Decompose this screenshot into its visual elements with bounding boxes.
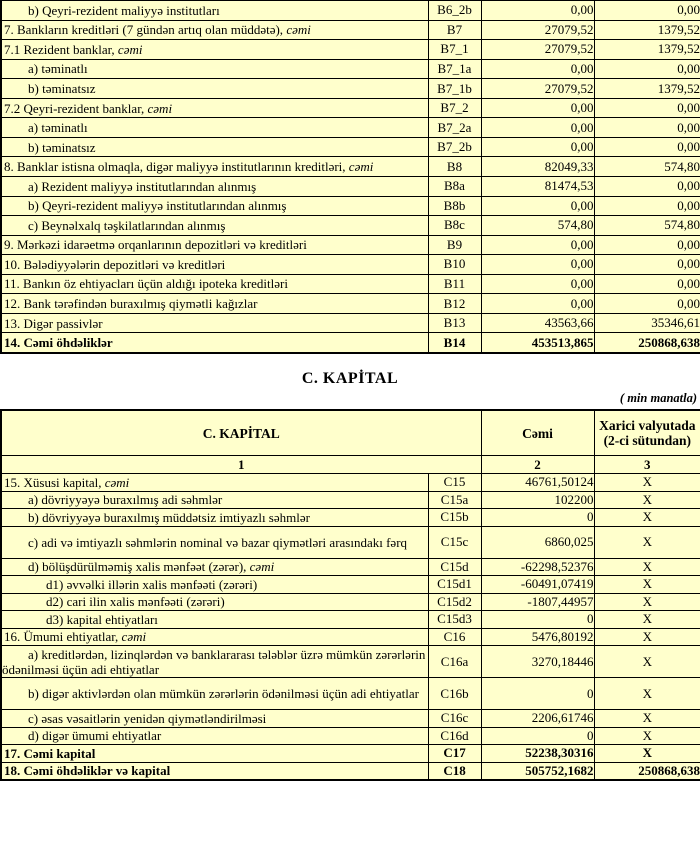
row-B7_2b [1, 137, 700, 157]
row-B8a [1, 176, 700, 196]
unit-note: ( min manatla) [619, 391, 697, 405]
value-cell-total: 52238,30316 [481, 745, 594, 763]
code-cell: B8c [428, 216, 481, 236]
colnum-2: 2 [481, 456, 594, 474]
row-label-text: 11. Bankın öz ehtiyacları üçün aldığı ipoteka kreditləri [4, 276, 288, 292]
label-cell [1, 593, 428, 611]
row-C16b [1, 678, 700, 710]
value-cell-total: 46761,50124 [481, 474, 594, 492]
value-cell-fx: 250868,638 [594, 762, 700, 780]
row-label-text: d2) cari ilin xalis mənfəəti (zərəri) [46, 594, 225, 610]
label-cell [1, 235, 428, 255]
value-cell-total: 574,80 [481, 216, 594, 236]
row-B8 [1, 157, 700, 177]
value-cell-total: 0 [481, 509, 594, 527]
row-label-text: a) Rezident maliyyə institutlarından alınmış [28, 178, 257, 194]
row-B7_1 [1, 40, 700, 60]
value-cell-fx: 0,00 [594, 59, 700, 79]
label-cell [1, 20, 428, 40]
value-cell-total: 0,00 [481, 118, 594, 138]
value-cell-fx: 250868,638 [594, 333, 700, 353]
capital-table [0, 409, 700, 781]
label-cell [1, 509, 428, 527]
label-cell [1, 474, 428, 492]
label-cell [1, 40, 428, 60]
row-B11 [1, 274, 700, 294]
row-label-text: d3) kapital ehtiyatları [46, 611, 158, 627]
row-label-text: 9. Mərkəzi idarəetmə orqanlarının depozitləri və kreditləri [4, 237, 307, 253]
code-cell: C15a [428, 491, 481, 509]
value-cell-total: -60491,07419 [481, 576, 594, 594]
label-cell [1, 558, 428, 576]
label-cell [1, 137, 428, 157]
value-cell-fx: 0,00 [594, 274, 700, 294]
row-label-italic-suffix: cəmi [114, 41, 143, 57]
value-cell-total: 0 [481, 678, 594, 710]
row-label-text: c) Beynəlxalq təşkilatlarından alınmış [28, 217, 226, 233]
liabilities-table [0, 0, 700, 354]
row-label-italic-suffix: cəmi [345, 159, 374, 175]
code-cell: C15 [428, 474, 481, 492]
code-cell: B11 [428, 274, 481, 294]
code-cell: C15d1 [428, 576, 481, 594]
row-C16 [1, 628, 700, 646]
code-cell: B8b [428, 196, 481, 216]
row-C16a [1, 646, 700, 678]
row-label-text: a) dövriyyəyə buraxılmış adi səhmlər [28, 492, 223, 508]
value-cell-fx: X [594, 558, 700, 576]
code-cell: C15c [428, 526, 481, 558]
code-cell: C16c [428, 710, 481, 728]
row-label-text: 7.1 Rezident banklar, [4, 41, 115, 57]
row-B7_1b [1, 79, 700, 99]
value-cell-fx: 1379,52 [594, 79, 700, 99]
value-cell-fx: X [594, 745, 700, 763]
value-cell-total: 5476,80192 [481, 628, 594, 646]
row-C16c [1, 710, 700, 728]
capital-header-title: C. KAPİTAL [1, 410, 481, 456]
value-cell-fx: X [594, 509, 700, 527]
capital-header-row [1, 410, 700, 456]
code-cell: B9 [428, 235, 481, 255]
colnum-3: 3 [594, 456, 700, 474]
value-cell-total: 27079,52 [481, 79, 594, 99]
row-C15b [1, 509, 700, 527]
label-cell [1, 646, 428, 678]
row-B8b [1, 196, 700, 216]
row-label-text: 15. Xüsusi kapital, [4, 474, 102, 490]
row-C16d [1, 727, 700, 745]
row-B6_2b [1, 0, 700, 20]
value-cell-total: 3270,18446 [481, 646, 594, 678]
label-cell [1, 79, 428, 99]
row-label-text: d1) əvvəlki illərin xalis mənfəəti (zərəri) [46, 576, 258, 592]
label-cell [1, 333, 428, 353]
value-cell-fx: 0,00 [594, 196, 700, 216]
row-label-text: d) digər ümumi ehtiyatlar [28, 728, 162, 744]
value-cell-total: 0,00 [481, 137, 594, 157]
row-C15d2 [1, 593, 700, 611]
value-cell-total: 0,00 [481, 274, 594, 294]
label-cell [1, 0, 428, 20]
value-cell-fx: 574,80 [594, 157, 700, 177]
row-label-text: c) adi və imtiyazlı səhmlərin nominal və bazar qiymətləri arasındakı fərq [28, 534, 408, 550]
row-B10 [1, 255, 700, 275]
value-cell-fx: 0,00 [594, 137, 700, 157]
value-cell-fx: X [594, 611, 700, 629]
value-cell-total: -62298,52376 [481, 558, 594, 576]
column-number-row [1, 456, 700, 474]
code-cell: C16b [428, 678, 481, 710]
value-cell-total: 81474,53 [481, 176, 594, 196]
code-cell: B7_2b [428, 137, 481, 157]
value-cell-total: 0,00 [481, 235, 594, 255]
value-cell-total: 505752,1682 [481, 762, 594, 780]
row-label-text: b) təminatsız [28, 81, 96, 97]
section-title: C. KAPİTAL [301, 370, 399, 387]
label-cell [1, 98, 428, 118]
code-cell: C16a [428, 646, 481, 678]
value-cell-fx: X [594, 710, 700, 728]
value-cell-total: 27079,52 [481, 20, 594, 40]
row-label-text: 7. Bankların kreditləri (7 gündən artıq olan müddətə), [4, 22, 284, 38]
row-B7_1a [1, 59, 700, 79]
value-cell-fx: X [594, 727, 700, 745]
value-cell-fx: X [594, 474, 700, 492]
capital-header-total: Cəmi [481, 410, 594, 456]
label-cell [1, 491, 428, 509]
row-B8c [1, 216, 700, 236]
value-cell-fx: 1379,52 [594, 20, 700, 40]
row-B7 [1, 20, 700, 40]
value-cell-fx: X [594, 576, 700, 594]
row-label-italic-suffix: cəmi [283, 22, 311, 38]
value-cell-fx: X [594, 526, 700, 558]
row-label-text: b) Qeyri-rezident maliyyə institutları [28, 2, 220, 18]
value-cell-fx: 0,00 [594, 98, 700, 118]
code-cell: B7_1b [428, 79, 481, 99]
row-label-text: 10. Bələdiyyələrin depozitləri və kreditləri [4, 256, 226, 272]
value-cell-fx: X [594, 646, 700, 678]
row-label-italic-suffix: cəmi [118, 629, 147, 645]
label-cell [1, 611, 428, 629]
code-cell: B8 [428, 157, 481, 177]
code-cell: C15d2 [428, 593, 481, 611]
row-label-text: a) kreditlərdən, lizinqlərdən və banklararası tələblər üzrə mümkün zərərlərin ödənilməsi üçün adi ehtiyatlar [2, 646, 426, 677]
label-cell [1, 216, 428, 236]
label-cell [1, 176, 428, 196]
row-B7_2a [1, 118, 700, 138]
label-cell [1, 59, 428, 79]
value-cell-total: 43563,66 [481, 313, 594, 333]
value-cell-fx: 0,00 [594, 0, 700, 20]
code-cell: C15d3 [428, 611, 481, 629]
label-cell [1, 255, 428, 275]
value-cell-total: 6860,025 [481, 526, 594, 558]
row-label-text: 16. Ümumi ehtiyatlar, [4, 629, 119, 645]
label-cell [1, 762, 428, 780]
value-cell-fx: X [594, 491, 700, 509]
row-C15 [1, 474, 700, 492]
row-label-italic-suffix: cəmi [101, 474, 130, 490]
label-cell [1, 727, 428, 745]
row-C15d1 [1, 576, 700, 594]
row-label-text: 17. Cəmi kapital [4, 745, 96, 761]
value-cell-total: 0,00 [481, 294, 594, 314]
row-label-text: c) əsas vəsaitlərin yenidən qiymətləndirilməsi [28, 710, 267, 726]
value-cell-total: 0,00 [481, 59, 594, 79]
label-cell [1, 118, 428, 138]
row-label-text: 7.2 Qeyri-rezident banklar, [4, 100, 145, 116]
value-cell-total: 0,00 [481, 255, 594, 275]
code-cell: C17 [428, 745, 481, 763]
row-label-text: d) bölüşdürülməmiş xalis mənfəət (zərər), [28, 559, 247, 575]
code-cell: B8a [428, 176, 481, 196]
row-C18 [1, 762, 700, 780]
value-cell-fx: 0,00 [594, 235, 700, 255]
code-cell: B7_1a [428, 59, 481, 79]
row-label-italic-suffix: cəmi [246, 559, 275, 575]
row-B7_2 [1, 98, 700, 118]
label-cell [1, 196, 428, 216]
code-cell: B13 [428, 313, 481, 333]
value-cell-fx: X [594, 678, 700, 710]
colnum-1: 1 [1, 456, 481, 474]
value-cell-total: 27079,52 [481, 40, 594, 60]
code-cell: C16 [428, 628, 481, 646]
row-B13 [1, 313, 700, 333]
row-C15a [1, 491, 700, 509]
row-B12 [1, 294, 700, 314]
row-label-text: b) təminatsız [28, 139, 96, 155]
value-cell-fx: 35346,61 [594, 313, 700, 333]
label-cell [1, 274, 428, 294]
code-cell: C18 [428, 762, 481, 780]
value-cell-total: 2206,61746 [481, 710, 594, 728]
code-cell: C15b [428, 509, 481, 527]
row-label-text: a) təminatlı [28, 61, 88, 77]
label-cell [1, 294, 428, 314]
code-cell: B7_2a [428, 118, 481, 138]
value-cell-fx: 0,00 [594, 118, 700, 138]
value-cell-total: 453513,865 [481, 333, 594, 353]
code-cell: C16d [428, 727, 481, 745]
label-cell [1, 526, 428, 558]
value-cell-total: -1807,44957 [481, 593, 594, 611]
row-label-text: 13. Digər passivlər [4, 315, 103, 331]
label-cell [1, 313, 428, 333]
label-cell [1, 678, 428, 710]
value-cell-fx: 0,00 [594, 294, 700, 314]
row-B9 [1, 235, 700, 255]
row-label-text: b) digər aktivlərdən olan mümkün zərərlərin ödənilməsi üçün adi ehtiyatlar [28, 686, 419, 701]
row-label-text: b) dövriyyəyə buraxılmış müddətsiz imtiyazlı səhmlər [28, 509, 310, 525]
code-cell: B7_1 [428, 40, 481, 60]
row-C15c [1, 526, 700, 558]
value-cell-fx: X [594, 593, 700, 611]
row-label-text: a) təminatlı [28, 120, 88, 136]
value-cell-total: 0,00 [481, 98, 594, 118]
row-label-italic-suffix: cəmi [144, 100, 173, 116]
code-cell: B7 [428, 20, 481, 40]
row-label-text: 18. Cəmi öhdəliklər və kapital [4, 763, 171, 778]
value-cell-total: 0,00 [481, 0, 594, 20]
value-cell-fx: 0,00 [594, 255, 700, 275]
value-cell-fx: 1379,52 [594, 40, 700, 60]
label-cell [1, 710, 428, 728]
row-label-text: 12. Bank tərəfindən buraxılmış qiymətli kağızlar [4, 296, 258, 312]
row-C17 [1, 745, 700, 763]
value-cell-total: 102200 [481, 491, 594, 509]
code-cell: B12 [428, 294, 481, 314]
label-cell [1, 157, 428, 177]
value-cell-fx: X [594, 628, 700, 646]
value-cell-total: 82049,33 [481, 157, 594, 177]
value-cell-total: 0 [481, 611, 594, 629]
row-label-text: 8. Banklar istisna olmaqla, digər maliyyə institutlarının kreditləri, [4, 159, 346, 175]
row-label-text: b) Qeyri-rezident maliyyə institutlarından alınmış [28, 198, 287, 214]
code-cell: C15d [428, 558, 481, 576]
row-B14 [1, 333, 700, 353]
value-cell-total: 0 [481, 727, 594, 745]
value-cell-total: 0,00 [481, 196, 594, 216]
capital-header-fx: Xarici valyutada (2-ci sütundan) [594, 410, 700, 456]
row-C15d3 [1, 611, 700, 629]
code-cell: B14 [428, 333, 481, 353]
code-cell: B6_2b [428, 0, 481, 20]
code-cell: B7_2 [428, 98, 481, 118]
value-cell-fx: 574,80 [594, 216, 700, 236]
label-cell [1, 745, 428, 763]
value-cell-fx: 0,00 [594, 176, 700, 196]
row-label-text: 14. Cəmi öhdəliklər [4, 335, 113, 351]
row-C15d [1, 558, 700, 576]
code-cell: B10 [428, 255, 481, 275]
label-cell [1, 628, 428, 646]
label-cell [1, 576, 428, 594]
